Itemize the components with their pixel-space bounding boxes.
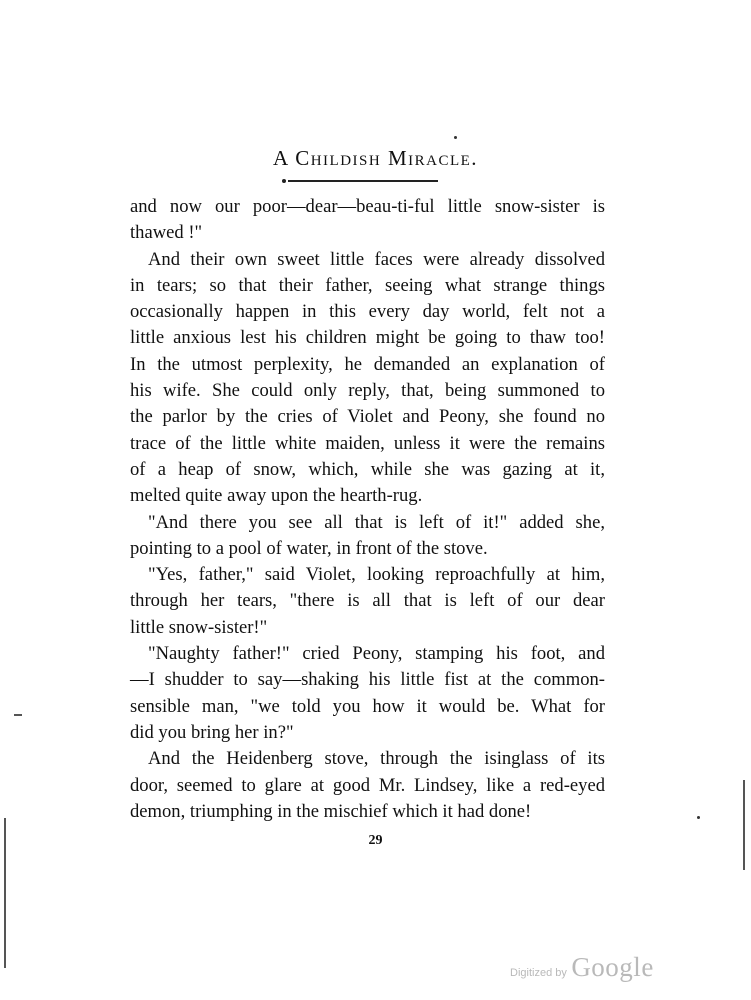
page-title: A Childish Miracle.	[272, 146, 479, 170]
body-text	[130, 194, 605, 825]
text-line: little anxious lest his children might be going to thaw too!	[130, 327, 605, 349]
text-line: did you bring her in?"	[130, 721, 294, 743]
text-line: the parlor by the cries of Violet and Peony, she found no	[130, 406, 605, 428]
text-line: through her tears, "there is all that is left of our dear	[130, 590, 605, 612]
text-line: door, seemed to glare at good Mr. Lindsey, like a red-eyed	[130, 774, 605, 796]
title-rule-divider	[288, 180, 438, 182]
ink-speck	[454, 136, 457, 139]
right-margin-scan-line	[743, 780, 745, 870]
digitized-by-google-watermark	[510, 952, 654, 983]
text-line: and now our poor—dear—beau-ti-ful little snow-sister is	[130, 196, 605, 217]
text-line: pointing to a pool of water, in front of the stove.	[130, 537, 488, 559]
text-line: melted quite away upon the hearth-rug.	[130, 485, 423, 507]
text-line: "Naughty father!" cried Peony, stamping his foot, and	[148, 643, 605, 665]
text-line: "And there you see all that is left of it!" added she,	[148, 511, 605, 533]
page-number: 29	[368, 833, 383, 848]
text-line: "Yes, father," said Violet, looking reproachfully at him,	[148, 564, 605, 586]
text-line: —I shudder to say—shaking his little fist at the common-	[130, 669, 605, 691]
text-line: in tears; so that their father, seeing what strange things	[130, 274, 605, 296]
text-line: occasionally happen in this every day world, felt not a	[130, 301, 605, 323]
text-line: sensible man, "we told you how it would be. What for	[130, 695, 605, 717]
text-line: demon, triumphing in the mischief which it had done!	[130, 800, 532, 822]
text-line: And their own sweet little faces were already dissolved	[148, 248, 605, 270]
text-line: little snow-sister!"	[130, 616, 268, 638]
ink-speck	[697, 816, 700, 819]
text-line: thawed !"	[130, 222, 203, 244]
left-margin-scan-line	[4, 818, 6, 968]
text-line: his wife. She could only reply, that, being summoned to	[130, 380, 605, 402]
watermark-prefix: Digitized by	[510, 967, 567, 979]
text-line: of a heap of snow, which, while she was gazing at it,	[130, 458, 605, 480]
text-line: In the utmost perplexity, he demanded an explanation of	[130, 353, 605, 375]
text-line: And the Heidenberg stove, through the isinglass of its	[148, 748, 605, 770]
text-line: trace of the little white maiden, unless it were the remains	[130, 432, 605, 454]
left-margin-dash	[14, 714, 22, 716]
google-logo: Google	[571, 952, 654, 982]
